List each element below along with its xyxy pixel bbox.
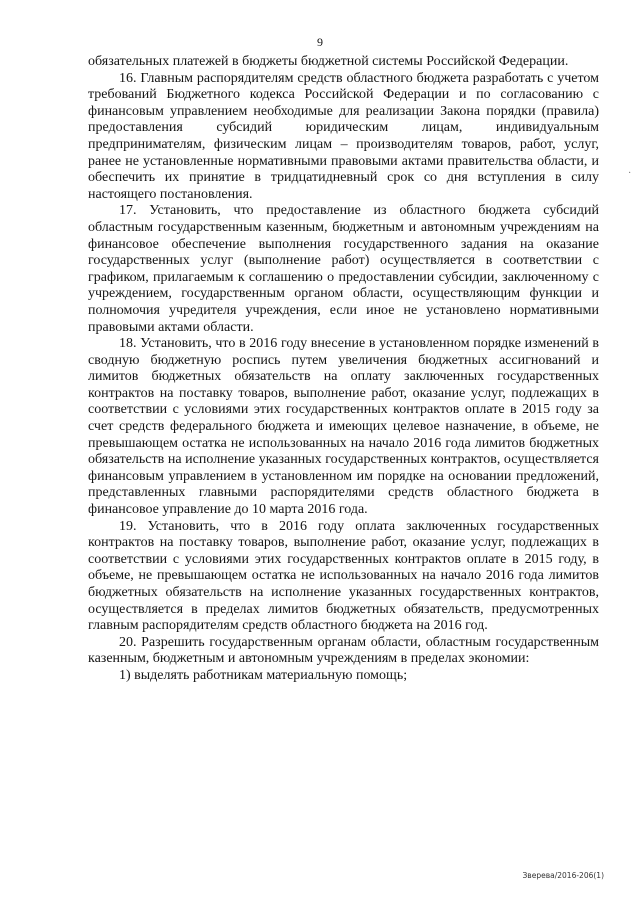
margin-mark: ·: [628, 168, 632, 179]
document-footer-code: Зверева/2016-206(1): [522, 871, 604, 880]
paragraph-18: 18. Установить, что в 2016 году внесение в установленном порядке изменений в сводную бюджетную роспись путем увеличения бюджетных ассигнований и лимитов бюджетных обязательств на оплату заключенных государственных контрактов на поставку товаров, выполнение работ, оказание услуг, подлежащих в соответствии с условиями этих государственных контрактов оплате в 2015 году за счет средств федерального бюджета и имеющих целевое назначение, в объеме, не превышающем остатка не использованных на начало 2016 года лимитов бюджетных обязательств на исполнение указанных государственных контрактов, осуществляется финансовым управлением в установленном им порядке на основании предложений, представленных главными распорядителями средств областного бюджета в финансовое управление до 10 марта 2016 года.: [88, 336, 599, 518]
paragraph-20: 20. Разрешить государственным органам области, областным государственным казенным, бюджетным и автономным учреждениям в пределах экономии:: [88, 634, 599, 667]
paragraph-19: 19. Установить, что в 2016 году оплата заключенных государственных контрактов на поставку товаров, выполнение работ, оказание услуг, подлежащих в соответствии с условиями этих государственных контрактов оплате в 2015 году, в объеме, не превышающем остатка не использованных на начало 2016 года лимитов бюджетных обязательств на исполнение указанных государственных контрактов, осуществляется в пределах лимитов бюджетных обязательств, предусмотренных главным распорядителям средств областного бюджета на 2016 год.: [88, 518, 599, 634]
document-body: [88, 54, 599, 685]
paragraph-16: 16. Главным распорядителям средств областного бюджета разработать с учетом требований Бюджетного кодекса Российской Федерации и по согласованию с финансовым управлением необходимые для реализации Закона порядки (правила) предоставления субсидий юридическим лицам, индивидуальным предпринимателям, физическим лицам – производителям товаров, работ, услуг, ранее не установленные нормативными правовыми актами правительства области, и обеспечить их принятие в тридцатидневный срок со дня вступления в силу настоящего постановления.: [88, 70, 599, 202]
paragraph-20-item-1: 1) выделять работникам материальную помощь;: [119, 667, 408, 683]
paragraph-continuation: обязательных платежей в бюджеты бюджетной системы Российской Федерации.: [88, 54, 569, 69]
page-number: 9: [317, 35, 323, 49]
paragraph-17: 17. Установить, что предоставление из областного бюджета субсидий областным государственным казенным, бюджетным и автономным учреждениям на финансовое обеспечение выполнения государственного задания на оказание государственных услуг (выполнение работ) осуществляется в соответствии с графиком, прилагаемым к соглашению о предоставлении субсидии, заключенному с учреждением, государственным органом области, осуществляющим функции и полномочия учредителя учреждения, если иное не установлено нормативными правовыми актами области.: [88, 203, 599, 335]
